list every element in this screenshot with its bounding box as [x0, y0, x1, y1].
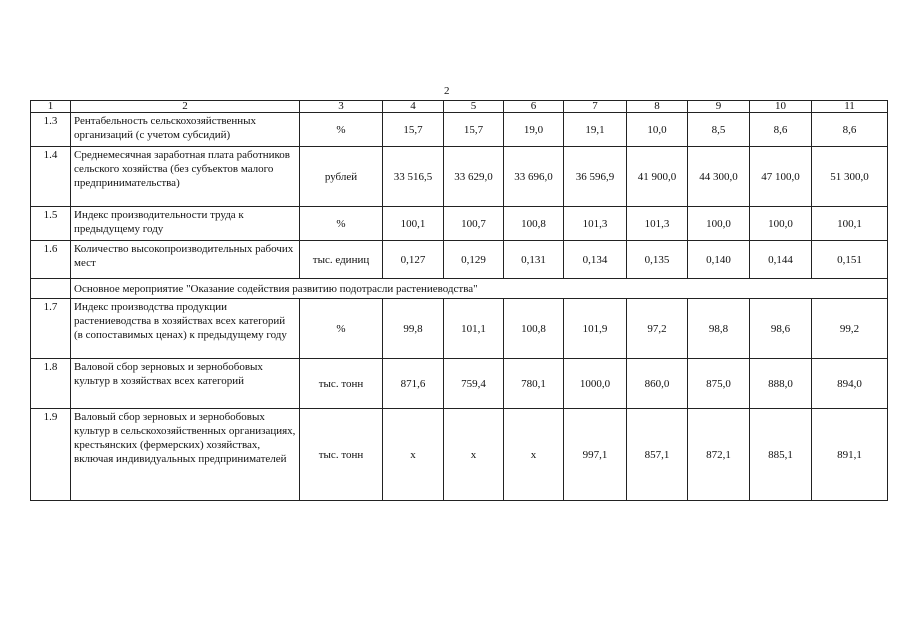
value-cell: 19,1	[564, 113, 627, 147]
indicator-name: Индекс производительности труда к предыдущему году	[71, 207, 300, 241]
value-cell: 33 629,0	[444, 147, 504, 207]
value-cell: x	[504, 409, 564, 501]
value-cell: 44 300,0	[688, 147, 750, 207]
value-cell: 885,1	[750, 409, 812, 501]
value-cell: 8,6	[812, 113, 888, 147]
unit-cell: рублей	[300, 147, 383, 207]
value-cell: 759,4	[444, 359, 504, 409]
value-cell: 101,1	[444, 299, 504, 359]
header-cell: 7	[564, 101, 627, 113]
value-cell: 101,3	[627, 207, 688, 241]
indicator-name: Рентабельность сельскохозяйственных организаций (с учетом субсидий)	[71, 113, 300, 147]
value-cell: 99,2	[812, 299, 888, 359]
value-cell: 891,1	[812, 409, 888, 501]
indicator-name: Среднемесячная заработная плата работников сельского хозяйства (без субъектов малого предпринимательства)	[71, 147, 300, 207]
table-row	[31, 299, 888, 359]
value-cell: 0,134	[564, 241, 627, 279]
row-number: 1.6	[31, 241, 71, 279]
header-cell: 10	[750, 101, 812, 113]
value-cell: 872,1	[688, 409, 750, 501]
value-cell: 100,7	[444, 207, 504, 241]
value-cell: 894,0	[812, 359, 888, 409]
header-cell: 6	[504, 101, 564, 113]
indicator-name: Валовой сбор зерновых и зернобобовых культур в хозяйствах всех категорий	[71, 359, 300, 409]
value-cell: 10,0	[627, 113, 688, 147]
row-number: 1.7	[31, 299, 71, 359]
value-cell: x	[383, 409, 444, 501]
value-cell: 100,0	[750, 207, 812, 241]
value-cell: 1000,0	[564, 359, 627, 409]
value-cell: 33 516,5	[383, 147, 444, 207]
header-cell: 11	[812, 101, 888, 113]
section-title: Основное мероприятие "Оказание содействия развитию подотрасли растениеводства"	[71, 279, 888, 299]
value-cell: 100,8	[504, 207, 564, 241]
value-cell: 98,8	[688, 299, 750, 359]
row-number: 1.8	[31, 359, 71, 409]
value-cell: 8,5	[688, 113, 750, 147]
table-row	[31, 207, 888, 241]
value-cell: 0,144	[750, 241, 812, 279]
table-row	[31, 409, 888, 501]
header-cell: 4	[383, 101, 444, 113]
section-number-cell	[31, 279, 71, 299]
value-cell: 871,6	[383, 359, 444, 409]
table-row	[31, 359, 888, 409]
value-cell: 41 900,0	[627, 147, 688, 207]
unit-cell: тыс. единиц	[300, 241, 383, 279]
header-cell: 2	[71, 101, 300, 113]
indicator-name: Количество высокопроизводительных рабочих мест	[71, 241, 300, 279]
page-number: 2	[444, 85, 450, 97]
value-cell: 857,1	[627, 409, 688, 501]
value-cell: 100,8	[504, 299, 564, 359]
row-number: 1.5	[31, 207, 71, 241]
unit-cell: %	[300, 299, 383, 359]
value-cell: 100,1	[812, 207, 888, 241]
header-cell: 5	[444, 101, 504, 113]
section-row	[31, 279, 888, 299]
value-cell: 888,0	[750, 359, 812, 409]
table-row	[31, 113, 888, 147]
indicators-table	[30, 100, 888, 501]
table-row	[31, 147, 888, 207]
header-cell: 8	[627, 101, 688, 113]
row-number: 1.4	[31, 147, 71, 207]
value-cell: 101,3	[564, 207, 627, 241]
value-cell: 780,1	[504, 359, 564, 409]
value-cell: 100,1	[383, 207, 444, 241]
value-cell: 99,8	[383, 299, 444, 359]
value-cell: 19,0	[504, 113, 564, 147]
row-number: 1.3	[31, 113, 71, 147]
indicator-name: Индекс производства продукции растениеводства в хозяйствах всех категорий (в сопоставимых ценах) к предыдущему году	[71, 299, 300, 359]
unit-cell: тыс. тонн	[300, 359, 383, 409]
value-cell: 0,135	[627, 241, 688, 279]
value-cell: 0,129	[444, 241, 504, 279]
value-cell: 15,7	[383, 113, 444, 147]
value-cell: 0,140	[688, 241, 750, 279]
unit-cell: тыс. тонн	[300, 409, 383, 501]
value-cell: 47 100,0	[750, 147, 812, 207]
row-number: 1.9	[31, 409, 71, 501]
value-cell: 100,0	[688, 207, 750, 241]
value-cell: 36 596,9	[564, 147, 627, 207]
header-cell: 3	[300, 101, 383, 113]
header-cell: 9	[688, 101, 750, 113]
indicator-name: Валовый сбор зерновых и зернобобовых культур в сельскохозяйственных организациях, крестьянских (фермерских) хозяйствах, включая индивидуальных предпринимателей	[71, 409, 300, 501]
value-cell: 0,131	[504, 241, 564, 279]
header-row	[31, 101, 888, 113]
value-cell: 97,2	[627, 299, 688, 359]
value-cell: 997,1	[564, 409, 627, 501]
value-cell: 0,127	[383, 241, 444, 279]
value-cell: 33 696,0	[504, 147, 564, 207]
unit-cell: %	[300, 207, 383, 241]
value-cell: 51 300,0	[812, 147, 888, 207]
value-cell: 101,9	[564, 299, 627, 359]
value-cell: 98,6	[750, 299, 812, 359]
value-cell: 15,7	[444, 113, 504, 147]
value-cell: 0,151	[812, 241, 888, 279]
unit-cell: %	[300, 113, 383, 147]
header-cell: 1	[31, 101, 71, 113]
value-cell: 860,0	[627, 359, 688, 409]
value-cell: 8,6	[750, 113, 812, 147]
table-row	[31, 241, 888, 279]
value-cell: x	[444, 409, 504, 501]
value-cell: 875,0	[688, 359, 750, 409]
